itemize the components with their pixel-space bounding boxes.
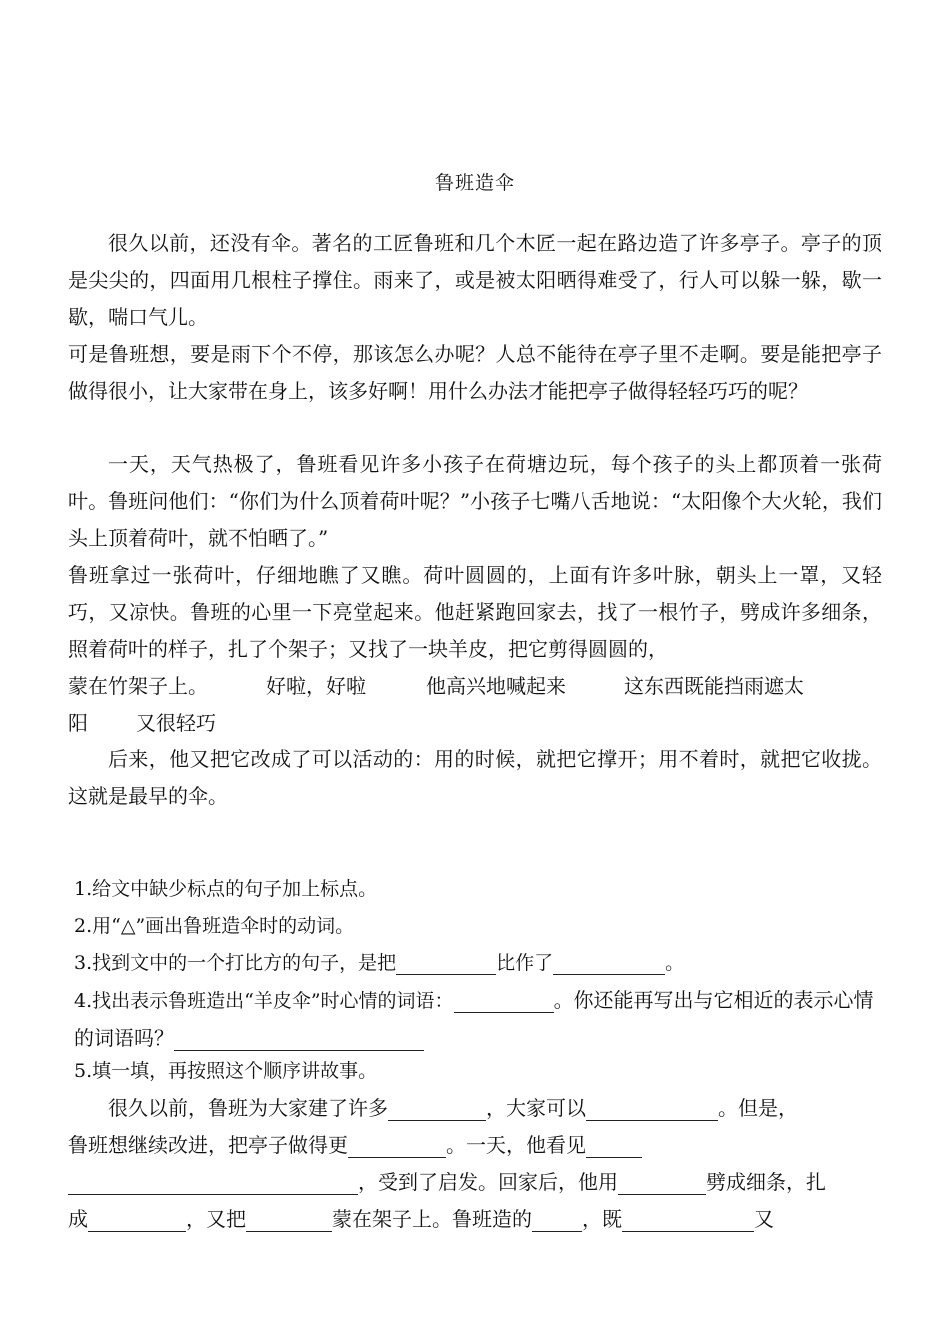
story-text: 他高兴地喊起来 [426, 674, 566, 698]
fill-line [68, 1201, 882, 1238]
question-4 [74, 982, 882, 1058]
question-1: 1.给文中缺少标点的句子加上标点。 [74, 878, 378, 900]
fill-text: 蒙在架子上。鲁班造的 [332, 1207, 532, 1231]
fill-in-passage [68, 1090, 882, 1238]
story-text: 阳 [68, 711, 88, 735]
fill-text: ，受到了启发。回家后，他用 [358, 1170, 618, 1194]
fill-text: ，大家可以 [486, 1096, 586, 1120]
answer-blank[interactable] [586, 1098, 718, 1121]
story-paragraph-5: 后来，他又把它改成了可以活动的：用的时候，就把它撑开；用不着时，就把它收拢。这就是最早的伞。 [68, 747, 882, 808]
question-5: 5.填一填，再按照这个顺序讲故事。 [74, 1060, 378, 1082]
answer-blank[interactable] [553, 952, 665, 975]
fill-text: 成 [68, 1207, 88, 1231]
fill-text: 鲁班想继续改进，把亭子做得更 [68, 1133, 348, 1157]
answer-blank[interactable] [348, 1135, 446, 1158]
story-text: 又很轻巧 [136, 711, 216, 735]
fill-line [68, 1090, 882, 1127]
fill-line [68, 1127, 882, 1164]
answer-blank[interactable] [388, 1098, 486, 1121]
question-2: 2.用“△”画出鲁班造伞时的动词。 [74, 915, 355, 937]
story-paragraph-3: 一天，天气热极了，鲁班看见许多小孩子在荷塘边玩，每个孩子的头上都顶着一张荷叶。鲁班问他们：“你们为什么顶着荷叶呢？”小孩子七嘴八舌地说：“太阳像个大火轮，我们头上顶着荷叶，就不怕晒了。” [68, 452, 882, 550]
story-text: 好啦，好啦 [266, 674, 366, 698]
question-3-text: 比作了 [496, 952, 554, 974]
answer-blank[interactable] [88, 1209, 186, 1232]
fill-text: 。但是， [718, 1096, 798, 1120]
story-paragraph-4-missing-punctuation-line [68, 668, 882, 705]
question-3-text: 。 [665, 952, 685, 974]
answer-blank[interactable] [532, 1209, 582, 1232]
fill-text: 。一天，他看见 [446, 1133, 586, 1157]
question-3-text: 3.找到文中的一个打比方的句子，是把 [74, 952, 397, 974]
question-4-text: 。你还能再写出与它相近的表示心情的词语吗？ [74, 988, 874, 1050]
fill-text: 很久以前，鲁班为大家建了许多 [108, 1096, 388, 1120]
fill-text: ，既 [582, 1207, 622, 1231]
question-4-text: 4.找出表示鲁班造出“羊皮伞”时心情的词语： [74, 990, 454, 1012]
answer-blank[interactable] [454, 990, 554, 1013]
answer-blank[interactable] [246, 1209, 332, 1232]
fill-line [68, 1164, 882, 1201]
story-paragraph-2: 可是鲁班想，要是雨下个不停，那该怎么办呢？人总不能待在亭子里不走啊。要是能把亭子做得很小，让大家带在身上，该多好啊！用什么办法才能把亭子做得轻轻巧巧的呢？ [68, 342, 882, 403]
answer-blank[interactable] [396, 952, 496, 975]
page-title: 鲁班造伞 [434, 172, 515, 194]
answer-blank[interactable] [68, 1172, 358, 1195]
question-3 [74, 945, 882, 982]
story-text: 蒙在竹架子上。 [68, 674, 208, 698]
fill-text: ，又把 [186, 1207, 246, 1231]
story-text: 这东西既能挡雨遮太 [624, 674, 804, 698]
answer-blank[interactable] [174, 1028, 424, 1051]
answer-blank[interactable] [618, 1172, 706, 1195]
story-paragraph-4 [68, 557, 882, 742]
fill-text: 劈成细条，扎 [706, 1170, 826, 1194]
answer-blank[interactable] [622, 1209, 754, 1232]
fill-text: 又 [754, 1207, 774, 1231]
answer-blank[interactable] [586, 1135, 642, 1158]
story-paragraph-1: 很久以前，还没有伞。著名的工匠鲁班和几个木匠一起在路边造了许多亭子。亭子的顶是尖尖的，四面用几根柱子撑住。雨来了，或是被太阳晒得难受了，行人可以躲一躲，歇一歇，喘口气儿。 [68, 231, 882, 329]
story-paragraph-4-end-line [68, 705, 882, 742]
story-paragraph-4-main: 鲁班拿过一张荷叶，仔细地瞧了又瞧。荷叶圆圆的，上面有许多叶脉，朝头上一罩，又轻巧，又凉快。鲁班的心里一下亮堂起来。他赶紧跑回家去，找了一根竹子，劈成许多细条，照着荷叶的样子，扎了个架子；又找了一块羊皮，把它剪得圆圆的， [68, 563, 882, 661]
